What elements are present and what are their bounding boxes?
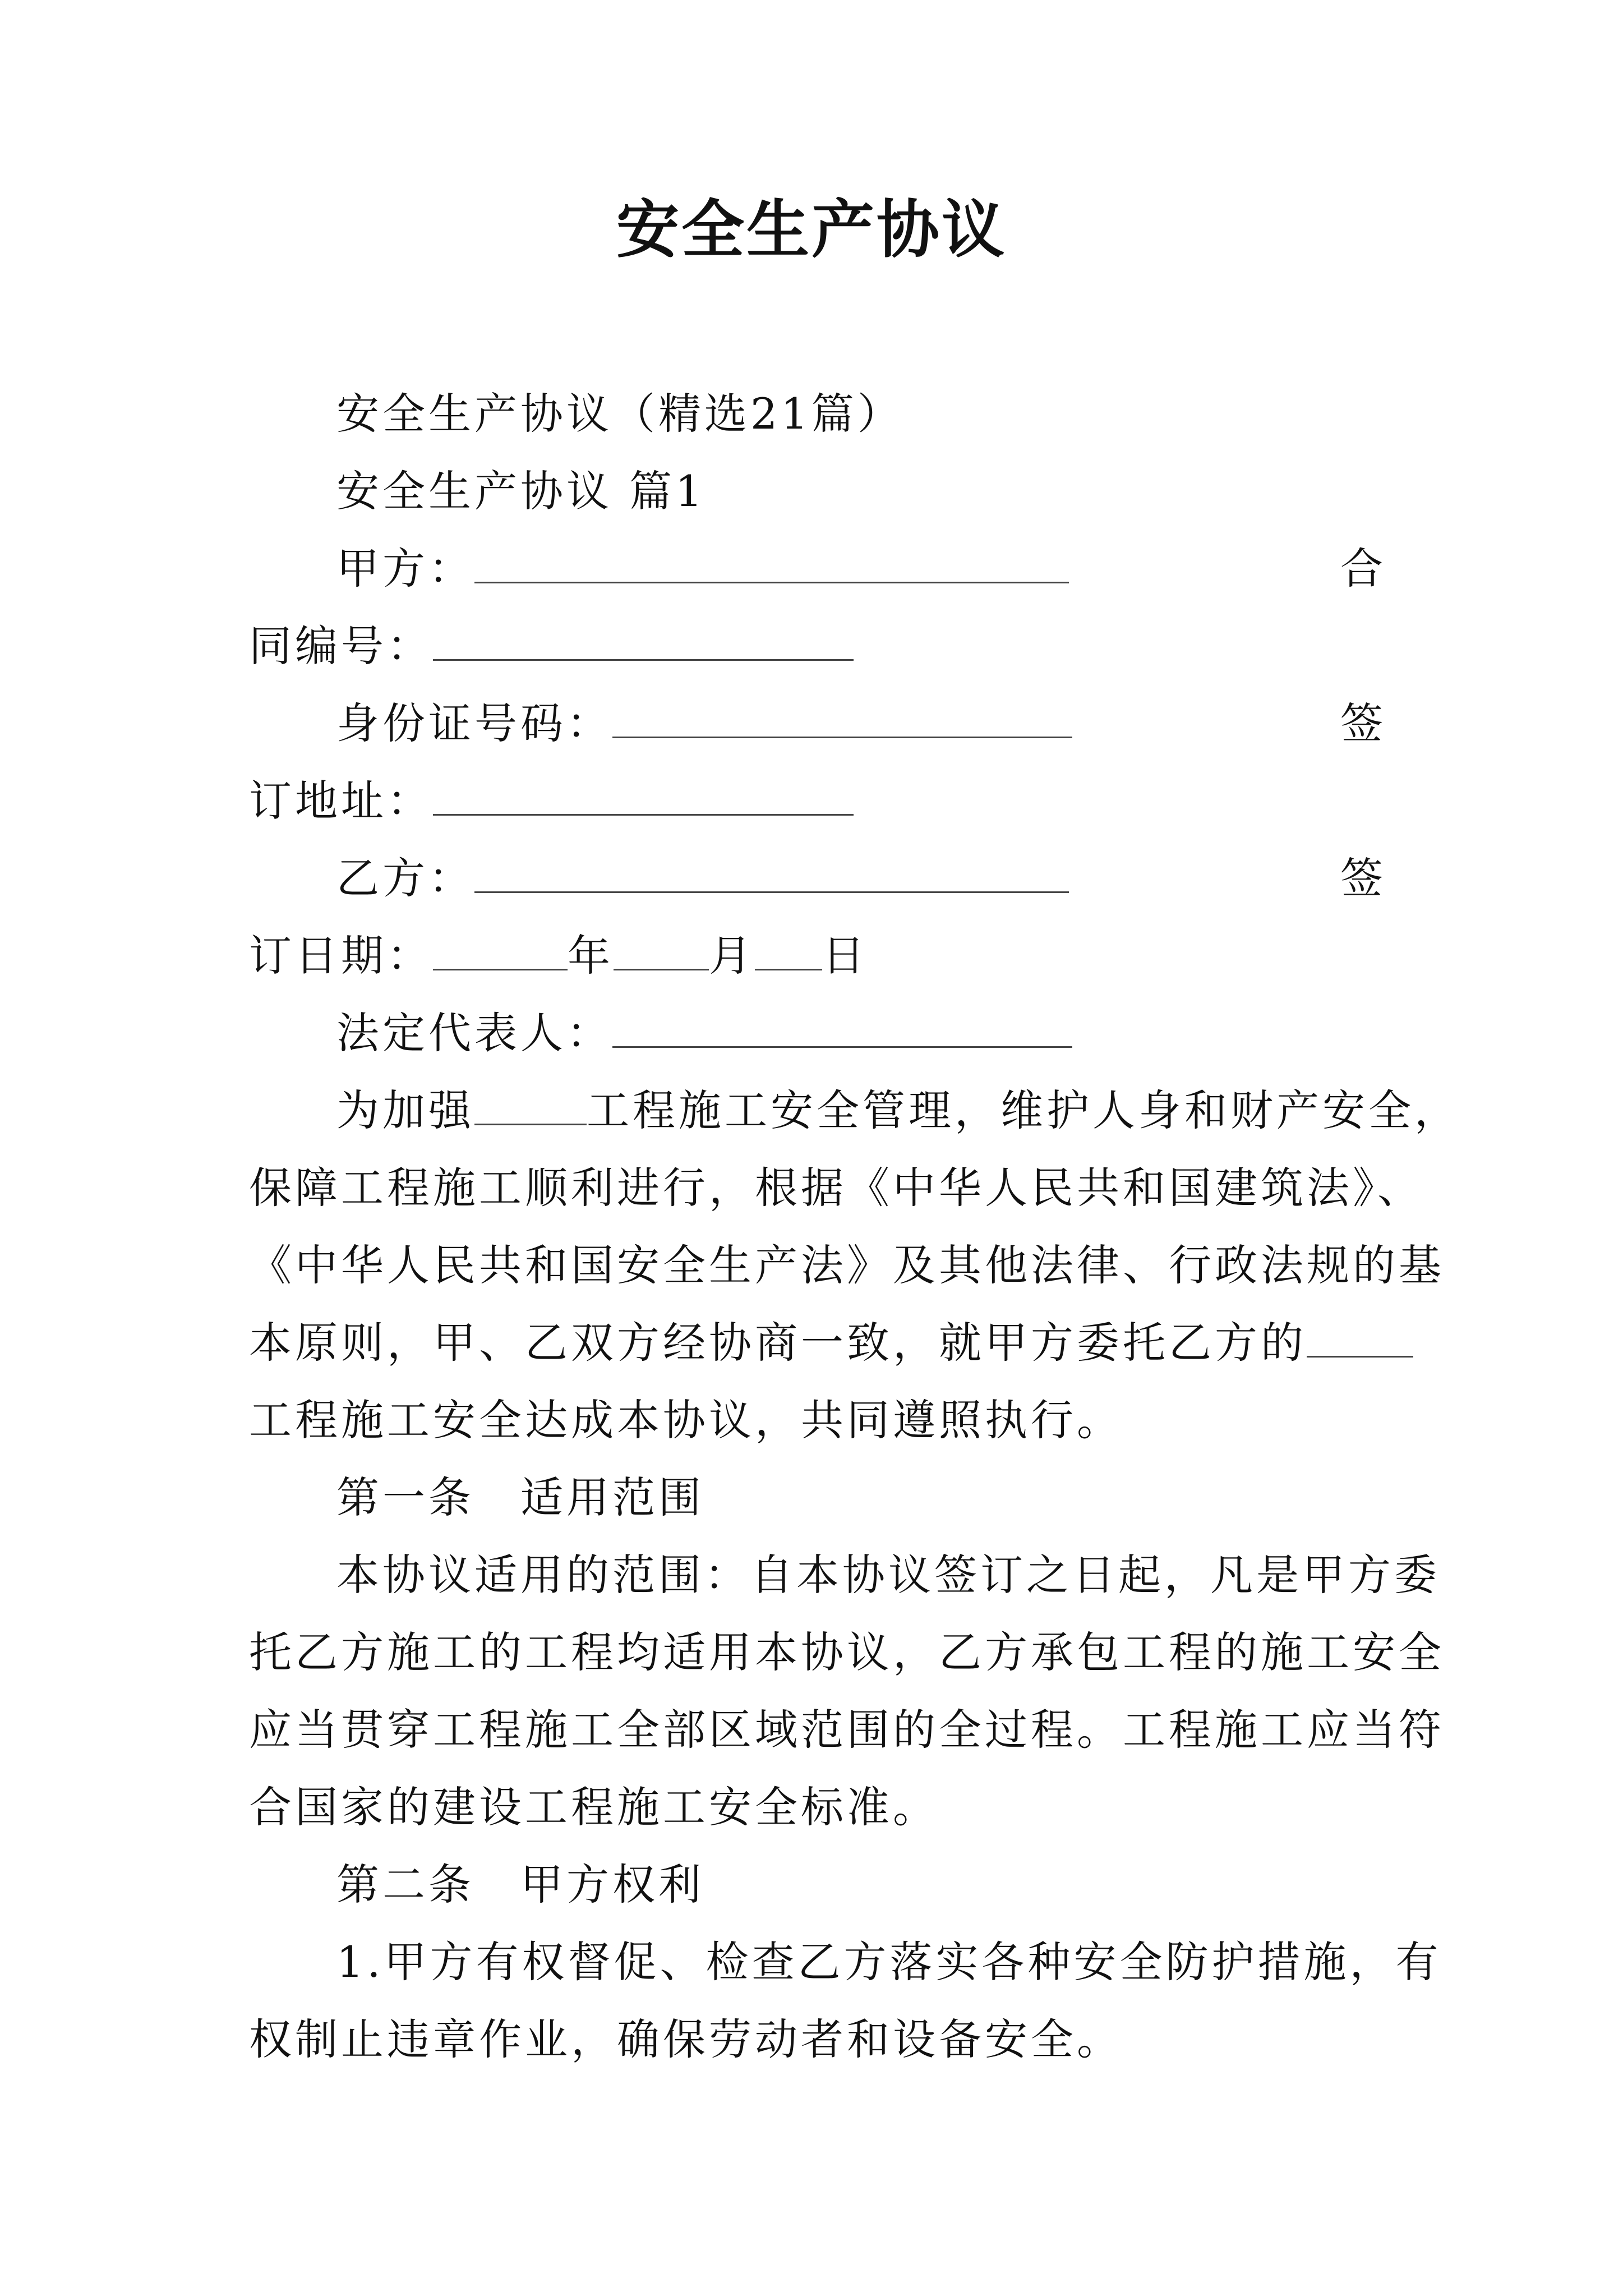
intro-line-1: [336, 1084, 1460, 1138]
contract-no-line: [249, 619, 854, 673]
article1-line-1: 本协议适用的范围：自本协议签订之日起，凡是甲方委: [336, 1550, 1440, 1600]
contract-no-label-start: 合: [1340, 544, 1386, 593]
article1-heading: 第一条 适用范围: [336, 1473, 704, 1522]
intro-line-4: [249, 1316, 1413, 1370]
party-a-blank[interactable]: [474, 542, 1069, 583]
party-a-label: 甲方：: [336, 544, 474, 593]
article2-line-2: 权制止违章作业，确保劳动者和设备安全。: [249, 2014, 1123, 2064]
intro-text-1a: 为加强: [336, 1085, 474, 1135]
party-a-line: [336, 542, 1069, 596]
intro-text-4: 本原则，甲、乙双方经协商一致，就甲方委托乙方的: [249, 1318, 1307, 1368]
intro-line-2: 保障工程施工顺利进行，根据《中华人民共和国建筑法》、: [249, 1163, 1423, 1213]
contract-no-blank[interactable]: [433, 620, 854, 661]
party-b-label: 乙方：: [336, 853, 474, 903]
legal-rep-blank[interactable]: [612, 1007, 1072, 1048]
party-b-line: [336, 852, 1069, 905]
article2-line-1: 1.甲方有权督促、检查乙方落实各种安全防护措施，有: [336, 1937, 1442, 1987]
sign-address-line: [249, 774, 854, 828]
sign-date-line: [249, 929, 868, 983]
year-label: 年: [568, 931, 614, 981]
document-title: 安全生产协议: [616, 193, 1007, 266]
sign-address-label-start: 签: [1340, 698, 1386, 748]
sign-address-blank[interactable]: [433, 775, 854, 816]
intro-line-5: 工程施工安全达成本协议，共同遵照执行。: [249, 1395, 1123, 1445]
article2-heading: 第二条 甲方权利: [336, 1860, 704, 1910]
day-blank[interactable]: [755, 930, 822, 970]
sign-address-label: 订地址：: [249, 776, 433, 826]
article1-line-3: 应当贯穿工程施工全部区域范围的全过程。工程施工应当符: [249, 1705, 1445, 1755]
legal-rep-label: 法定代表人：: [336, 1008, 612, 1058]
sign-date-label-start: 签: [1340, 853, 1386, 903]
month-blank[interactable]: [614, 930, 709, 970]
legal-rep-line: [336, 1006, 1072, 1060]
intro-text-1b: 工程施工安全管理，维护人身和财产安全，: [587, 1085, 1460, 1135]
day-label: 日: [822, 931, 868, 981]
id-number-blank[interactable]: [612, 697, 1072, 738]
contract-no-label: 同编号：: [249, 621, 433, 671]
intro-line-3: 《中华人民共和国安全生产法》及其他法律、行政法规的基: [249, 1240, 1445, 1290]
sign-date-label: 订日期：: [249, 931, 433, 981]
article1-line-2: 托乙方施工的工程均适用本协议，乙方承包工程的施工安全: [249, 1627, 1445, 1677]
subtitle: 安全生产协议（精选21篇）: [336, 389, 903, 439]
id-number-line: [336, 697, 1072, 751]
project-name-blank-2[interactable]: [1307, 1317, 1413, 1358]
month-label: 月: [709, 931, 755, 981]
year-blank[interactable]: [433, 930, 568, 970]
id-number-label: 身份证号码：: [336, 698, 612, 748]
section-heading: 安全生产协议 篇1: [336, 466, 706, 516]
article1-line-4: 合国家的建设工程施工安全标准。: [249, 1782, 939, 1832]
party-b-blank[interactable]: [474, 852, 1069, 893]
project-name-blank[interactable]: [474, 1084, 587, 1125]
